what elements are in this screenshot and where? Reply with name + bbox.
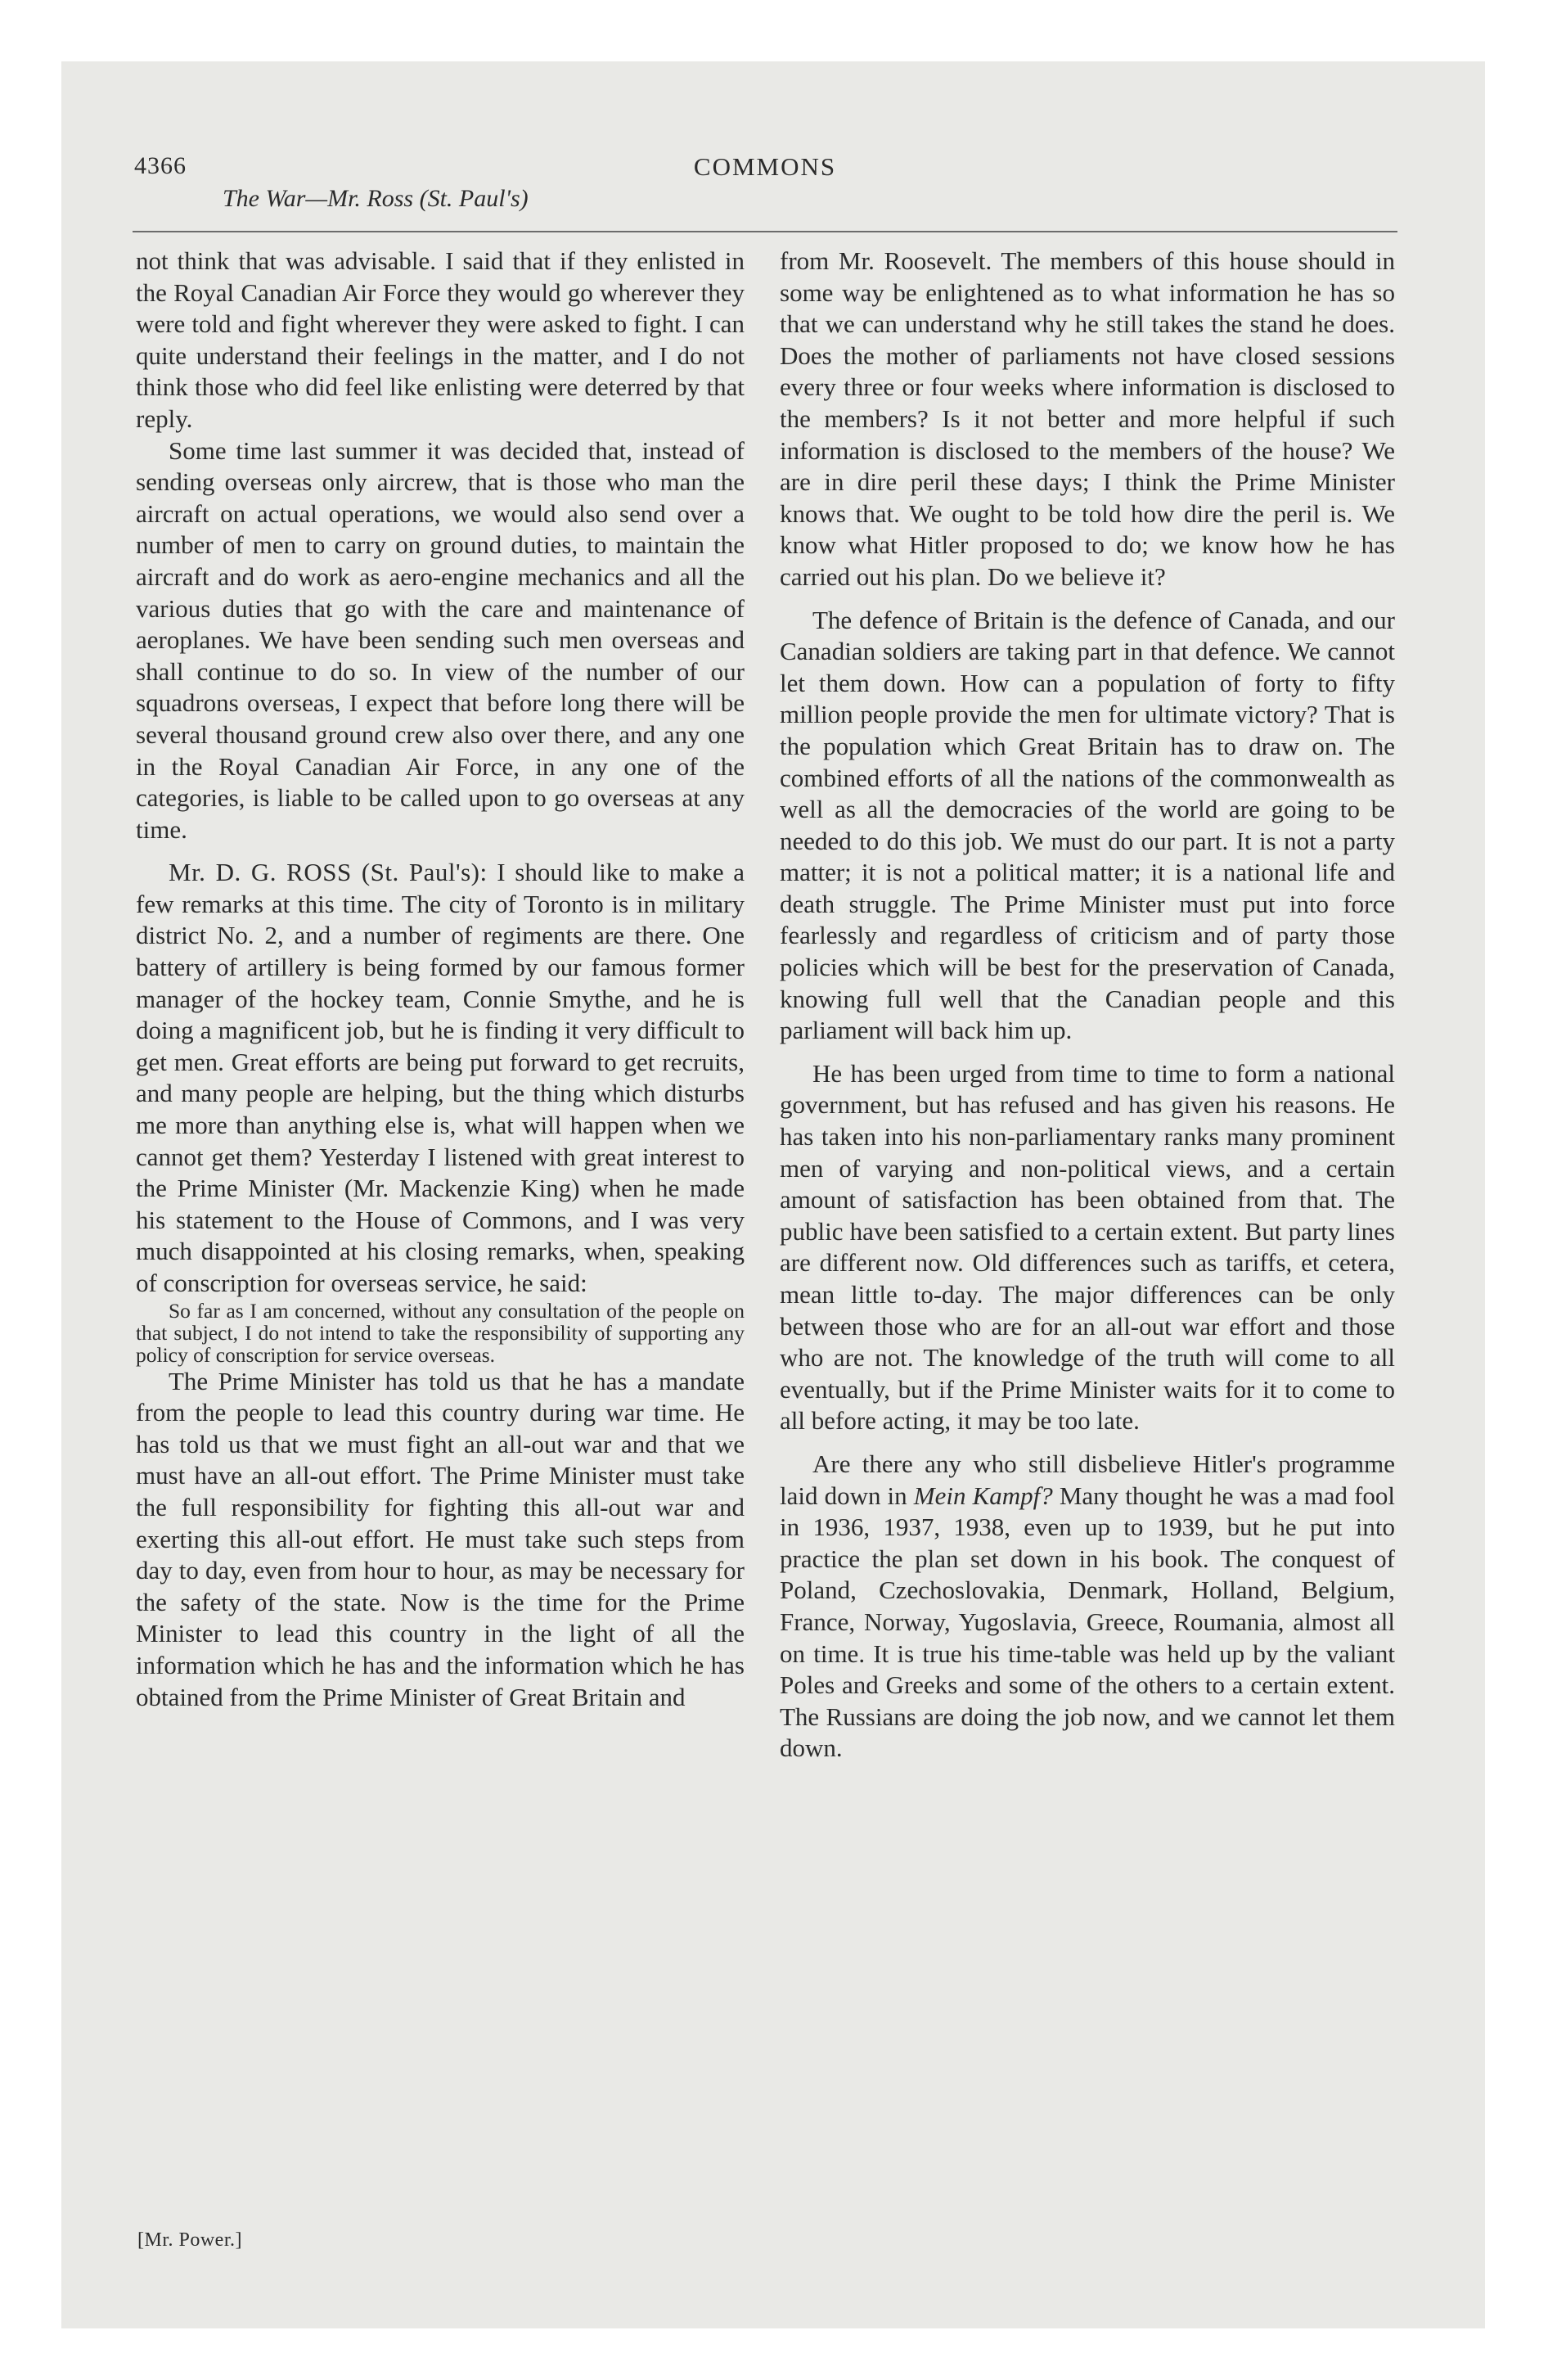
paragraph-text: Many thought he was a mad fool in 1936, 1937, 1938, even up to 1939, but he put into practice the plan set down in his book. The conquest of Poland, Czechoslovakia, Denmark, Holland, Belgium, France, Norway, Yugoslavia, Greece, Roumania, almost all on time. It is true his time-table was held up by the valiant Poles and Greeks and some of the others to a certain extent. The Russians are doing the job now, and we cannot let them down.: [780, 1481, 1395, 1763]
speech-text: I should like to make a few remarks at this time. The city of Toronto is in military district No. 2, and a number of regiments are there. One battery of artillery is being formed by our famous former manager of the hockey team, Connie Smythe, and he is doing a magnificent job, but he is finding it very difficult to get men. Great efforts are being put forward to get recruits, and many people are helping, but the thing which disturbs me more than anything else is, what will happen when we cannot get them? Yesterday I listened with great interest to the Prime Minister (Mr. Mackenzie King) when he made his statement to the House of Commons, and I was very much disappointed at his closing remarks, when, speaking of conscription for overseas service, he said:: [136, 858, 745, 1297]
subhead: The War—Mr. Ross (St. Paul's): [223, 185, 529, 212]
paragraph: from Mr. Roosevelt. The members of this house should in some way be enlightened as to what information he has so that we can understand why he still takes the stand he does. Does the mother of parliaments not have closed sessions every three or four weeks where information is disclosed to the members? Is it not better and more helpful if such information is disclosed to the members of the house? We are in dire peril these days; I think the Prime Minister knows that. We ought to be told how dire the peril is. We know what Hitler proposed to do; we know how he has carried out his plan. Do we believe it?: [780, 246, 1395, 591]
paragraph: not think that was advisable. I said that if they enlisted in the Royal Canadian Air Force they would go wherever they were told and fight wherever they were asked to fight. I can quite understand their feelings in the matter, and I do not think those who did feel like enlisting were deterred by that reply.: [136, 246, 745, 433]
right-column: [780, 246, 1395, 1765]
page-number: 4366: [134, 152, 187, 179]
header-rule: [133, 231, 1397, 232]
paragraph: The Prime Minister has told us that he has a mandate from the people to lead this country during war time. He has told us that we must fight an all-out war and that we must have an all-out effort. The Prime Minister must take the full responsibility for fighting this all-out war and exerting this all-out effort. He must take such steps from day to day, even from hour to hour, as may be necessary for the safety of the state. Now is the time for the Prime Minister to lead this country in the light of all the information which he has and the information which he has obtained from the Prime Minister of Great Britain and: [136, 1366, 745, 1711]
book-title: Mein Kampf?: [913, 1481, 1053, 1510]
speaker-name: Mr. D. G. ROSS (St. Paul's):: [169, 858, 488, 887]
paragraph: Some time last summer it was decided that, instead of sending overseas only aircrew, that is those who man the aircraft on actual operations, we would also send over a number of men to carry on ground duties, to maintain the aircraft and do work as aero-engine mechanics and all the various duties that go with the care and maintenance of aeroplanes. We have been sending such men overseas and shall continue to do so. In view of the number of our squadrons overseas, I expect that before long there will be several thousand ground crew also over there, and any one in the Royal Canadian Air Force, in any one of the categories, is liable to be called upon to go overseas at any time.: [136, 435, 745, 844]
paragraph: He has been urged from time to time to form a national government, but has refused and has given his reasons. He has taken into his non-parliamentary ranks many prominent men of varying and non-political views, and a certain amount of satisfaction has been obtained from that. The public have been satisfied to a certain extent. But party lines are different now. Old differences such as tariffs, et cetera, mean little to-day. The major differences can be only between those who are for an all-out war effort and those who are not. The knowledge of the truth will come to all eventually, but if the Prime Minister waits for it to come to all before acting, it may be too late.: [780, 1058, 1395, 1436]
speech-paragraph: [136, 857, 745, 1299]
paragraph: The defence of Britain is the defence of Canada, and our Canadian soldiers are taking part in that defence. We cannot let them down. How can a population of forty to fifty million people provide the men for ultimate victory? That is the population which Great Britain has to draw on. The combined efforts of all the nations of the commonwealth as well as all the democracies of the world are going to be needed to do this job. We must do our part. It is not a party matter; it is not a political matter; it is a national life and death struggle. The Prime Minister must put into force fearlessly and regardless of criticism and of party those policies which will be best for the preservation of Canada, knowing full well that the Canadian people and this parliament will back him up.: [780, 605, 1395, 1045]
block-quote: So far as I am concerned, without any consultation of the people on that subject, I do not intend to take the responsibility of supporting any policy of conscription for service overseas.: [136, 1298, 745, 1367]
page-header: [134, 152, 1396, 218]
left-column: [136, 246, 745, 1713]
footer-note: [Mr. Power.]: [137, 2229, 242, 2251]
paragraph: [780, 1449, 1395, 1765]
paragraph-text: Are there any who still disbelieve Hitler's programme laid down in: [780, 1449, 1395, 1510]
running-title: COMMONS: [693, 152, 837, 181]
